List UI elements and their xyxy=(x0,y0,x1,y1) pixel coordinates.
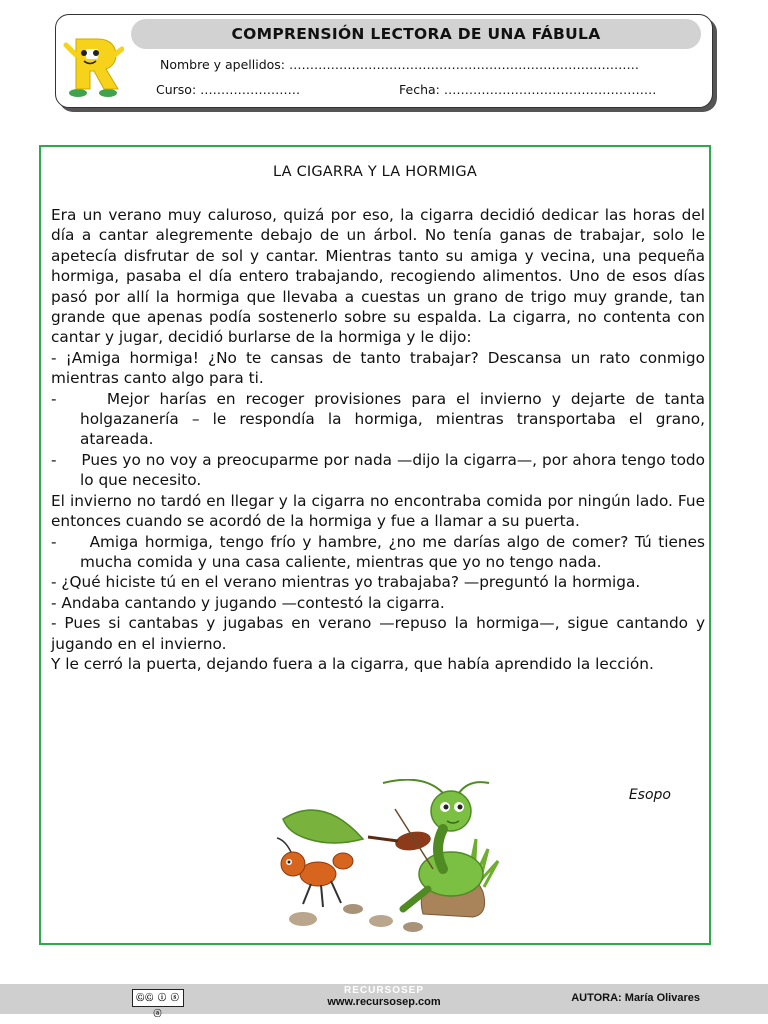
course-field: Curso: …………………… xyxy=(156,82,301,97)
story-paragraph: - Pues yo no voy a preocuparme por nada —dijo la cigarra—, por ahora tengo todo lo que necesito. xyxy=(51,450,705,490)
story-paragraph: Y le cerró la puerta, dejando fuera a la cigarra, que había aprendido la lección. xyxy=(51,654,654,673)
story-body xyxy=(51,205,705,674)
story-title: LA CIGARRA Y LA HORMIGA xyxy=(273,164,477,180)
story-paragraph: - Andaba cantando y jugando —contestó la cigarra. xyxy=(51,593,445,612)
worksheet-title: COMPRENSIÓN LECTORA DE UNA FÁBULA xyxy=(231,25,601,43)
story-paragraph: Era un verano muy caluroso, quizá por eso, la cigarra decidió dedicar las horas del día a cantar alegremente debajo de un árbol. No tenía ganas de trabajar, solo le apetecía disfrutar de sol y cantar. Mientras tanto su amiga y vecina, una pequeña hormiga, pasaba el día entero trabajando, recogiendo alimentos. Uno de esos días pasó por allí la hormiga que llevaba a cuestas un grano de trigo muy grande, tan grande que apenas podía sostenerlo sobre su espalda. La cigarra, no contenta con cantar y jugar, decidió burlarse de la hormiga y le dijo: xyxy=(51,206,705,347)
story-author: Esopo xyxy=(628,787,671,803)
creative-commons-icon: ⒸⒸ ⓘ ⓢ ⓐ xyxy=(132,989,184,1007)
header-card xyxy=(55,14,713,108)
story-paragraph: - ¡Amiga hormiga! ¿No te cansas de tanto trabajar? Descansa un rato conmigo mientras canto algo para ti. xyxy=(51,348,705,388)
footer-author: AUTORA: María Olivares xyxy=(571,992,700,1004)
r-mascot-logo xyxy=(62,31,124,101)
story-box xyxy=(39,145,711,945)
name-field: Nombre y apellidos: ………………………………………………………………………… xyxy=(160,57,639,72)
story-paragraph: - Mejor harías en recoger provisiones para el invierno y dejarte de tanta holgazanería – le respondía la hormiga, mientras transportaba el grano, atareada. xyxy=(51,389,705,449)
story-paragraph: - Pues si cantabas y jugabas en verano —repuso la hormiga—, sigue cantando y jugando en el invierno. xyxy=(51,614,705,653)
ant-and-grasshopper-illustration xyxy=(263,779,503,937)
story-paragraph: El invierno no tardó en llegar y la cigarra no encontraba comida por ningún lado. Fue entonces cuando se acordó de la hormiga y fue a llamar a su puerta. xyxy=(51,491,705,531)
story-paragraph: - Amiga hormiga, tengo frío y hambre, ¿no me darías algo de comer? Tú tienes mucha comida y una casa caliente, mientras que yo no tengo nada. xyxy=(51,532,705,571)
title-bar xyxy=(131,19,701,49)
footer xyxy=(0,984,768,1018)
site-brand: RECURSOSEP xyxy=(343,985,424,996)
story-paragraph: - ¿Qué hiciste tú en el verano mientras yo trabajaba? —preguntó la hormiga. xyxy=(51,573,641,592)
site-url-link[interactable]: www.recursosep.com xyxy=(327,996,441,1008)
date-field: Fecha: …………………………………………… xyxy=(399,82,657,97)
